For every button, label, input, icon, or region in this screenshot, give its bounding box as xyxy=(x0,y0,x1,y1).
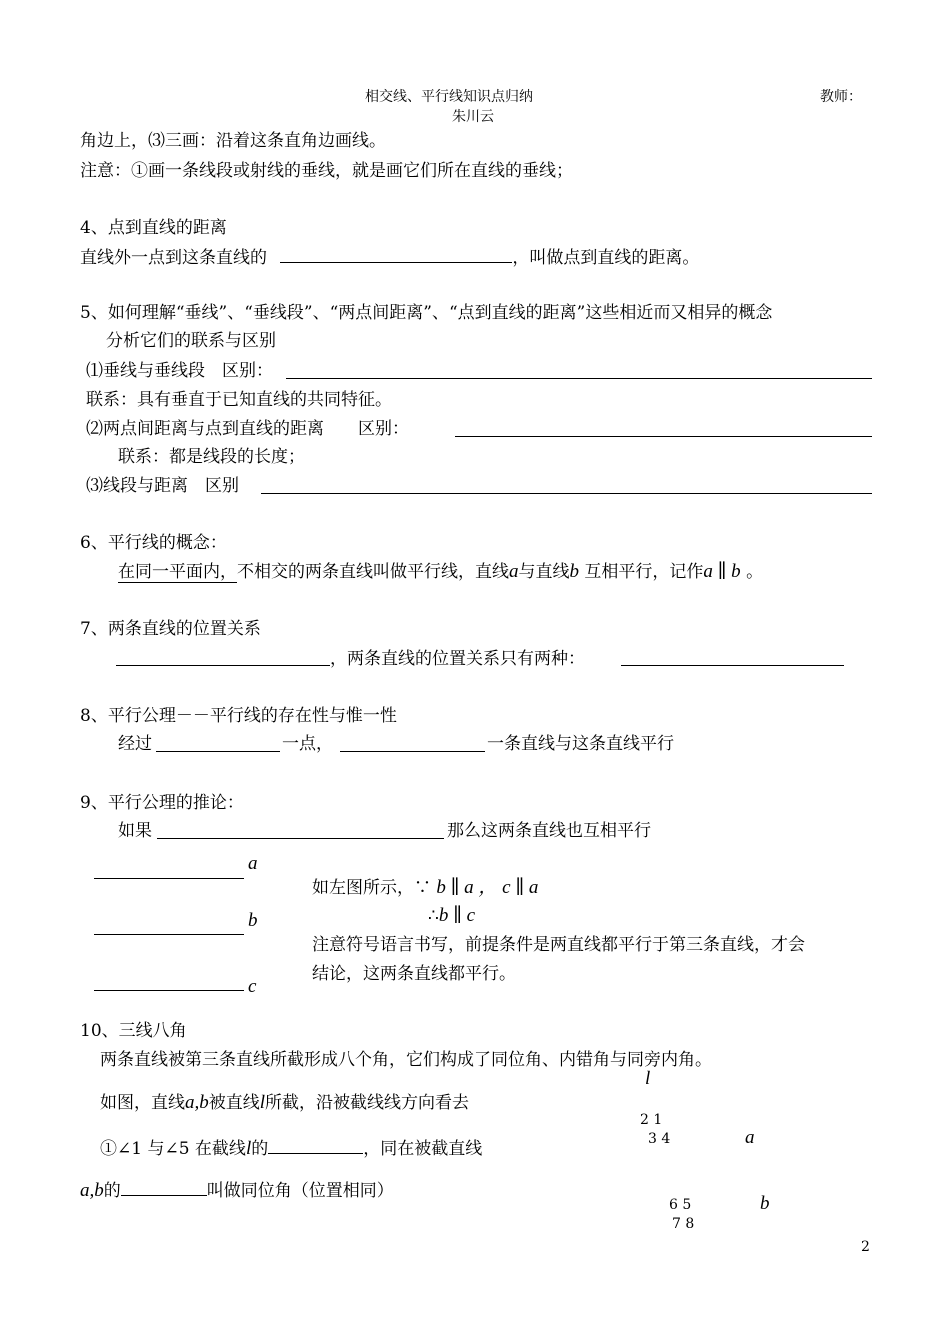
s5-item3-blank[interactable] xyxy=(261,493,872,494)
s10-fig-intro xyxy=(100,1092,469,1114)
s5-heading: 5、如何理解“垂线”、“垂线段”、“两点间距离”、“点到直线的距离”这些相近而又相异的概念 xyxy=(80,303,773,323)
s5-item1-blank[interactable] xyxy=(286,378,872,379)
s9-premise: b ∥ a ， c ∥ a xyxy=(436,877,539,898)
s4-line xyxy=(80,245,699,269)
var-ab-2: a,b xyxy=(80,1180,104,1201)
diagram-angles-bottom: 6 5 xyxy=(669,1197,692,1213)
diagram-label-b: b xyxy=(760,1193,770,1214)
s9-if: 如果 xyxy=(118,821,152,841)
s8-heading: 8、平行公理－－平行线的存在性与惟一性 xyxy=(80,706,397,726)
line-b xyxy=(94,934,244,935)
s5-item2-blank[interactable] xyxy=(455,436,872,437)
s10-item1-line1 xyxy=(100,1136,482,1160)
s10-item1-line2 xyxy=(80,1178,394,1202)
parallel-notation: a ∥ b xyxy=(703,561,741,582)
s6-text3: 互相平行，记作 xyxy=(584,562,704,582)
s10-item1-b: 的 xyxy=(251,1139,269,1159)
s8-blank-2[interactable] xyxy=(340,751,485,752)
s7-blank-1[interactable] xyxy=(116,665,330,666)
diagram-angles-top: 2 1 xyxy=(640,1112,663,1128)
line-a xyxy=(94,878,244,879)
var-ab: a,b xyxy=(185,1092,209,1113)
because-symbol: ∵ xyxy=(414,878,431,898)
s9-heading: 9、平行公理的推论： xyxy=(80,793,244,813)
s8-blank-1[interactable] xyxy=(156,751,280,752)
page-number: 2 xyxy=(861,1239,870,1255)
s9-blank[interactable] xyxy=(157,838,444,839)
s6-text2: 与直线 xyxy=(518,562,570,582)
therefore-symbol: ∴ xyxy=(428,906,439,926)
label-a: a xyxy=(248,853,258,874)
s10-item1-a: ①∠1 与∠5 在截线 xyxy=(100,1139,246,1159)
diagram-angles-bottom2: 7 8 xyxy=(672,1216,695,1232)
s10-fig-intro-3: 所截，沿被截线线方向看去 xyxy=(265,1093,470,1113)
s4-blank[interactable] xyxy=(280,245,512,263)
s9-conclusion-line xyxy=(428,905,475,927)
s7-heading: 7、两条直线的位置关系 xyxy=(80,619,261,639)
s10-blank-1[interactable] xyxy=(268,1136,363,1154)
var-a: a xyxy=(509,561,519,582)
s8-part1: 经过 xyxy=(118,734,152,754)
s10-heading: 10、三线八角 xyxy=(80,1021,187,1041)
s10-desc: 两条直线被第三条直线所截形成八个角，它们构成了同位角、内错角与同旁内角。 xyxy=(100,1050,712,1070)
s10-item1-c: ，同在被截直线 xyxy=(363,1139,483,1159)
var-b: b xyxy=(569,561,579,582)
s8-part3: 一条直线与这条直线平行 xyxy=(487,734,674,754)
s6-underlined: 在同一平面内， xyxy=(118,562,237,582)
s10-fig-intro-2: 被直线 xyxy=(208,1093,260,1113)
s9-fig-intro xyxy=(312,877,538,899)
s6-heading: 6、平行线的概念： xyxy=(80,533,227,553)
document-title: 相交线、平行线知识点归纳 xyxy=(365,89,533,105)
s4-text-before: 直线外一点到这条直线的 xyxy=(80,248,267,268)
s8-part2: 一点， xyxy=(282,734,333,754)
s6-text4: 。 xyxy=(746,562,764,582)
diagram-label-a: a xyxy=(745,1127,755,1148)
s9-conclusion: b ∥ c xyxy=(438,905,476,926)
s6-text1: 不相交的两条直线叫做平行线，直线 xyxy=(237,562,509,582)
s4-text-after: ，叫做点到直线的距离。 xyxy=(512,248,700,268)
s10-fig-intro-1: 如图，直线 xyxy=(100,1093,185,1113)
s5-item2: ⑵两点间距离与点到直线的距离 区别： xyxy=(86,419,409,439)
teacher-label: 教师： xyxy=(820,89,862,105)
s9-then: 那么这两条直线也互相平行 xyxy=(447,821,651,841)
s10-item1-d: 的 xyxy=(103,1181,121,1201)
var-l: l xyxy=(259,1092,266,1113)
intro-step3: 角边上，⑶三画：沿着这条直角边画线。 xyxy=(80,131,386,151)
s9-note2: 结论，这两条直线都平行。 xyxy=(312,964,516,984)
label-c: c xyxy=(248,976,257,997)
s5-item2-link: 联系：都是线段的长度； xyxy=(118,447,305,467)
teacher-name: 朱川云 xyxy=(452,109,494,125)
line-c xyxy=(94,990,244,991)
s4-heading: 4、点到直线的距离 xyxy=(80,218,227,238)
intro-note: 注意：①画一条线段或射线的垂线，就是画它们所在直线的垂线； xyxy=(80,161,573,181)
s10-blank-2[interactable] xyxy=(121,1178,207,1196)
label-b: b xyxy=(248,910,258,931)
s5-heading2: 分析它们的联系与区别 xyxy=(106,331,276,351)
s6-definition xyxy=(118,561,763,583)
diagram-angles-top2: 3 4 xyxy=(648,1131,671,1147)
s7-blank-2[interactable] xyxy=(621,665,844,666)
var-l-2: l xyxy=(245,1138,252,1159)
s7-line-mid: ，两条直线的位置关系只有两种： xyxy=(330,649,585,669)
diagram-label-l: l xyxy=(645,1068,651,1089)
s5-item3: ⑶线段与距离 区别 xyxy=(86,476,239,496)
s9-note1: 注意符号语言书写，前提条件是两直线都平行于第三条直线，才会 xyxy=(312,935,805,955)
s5-item1-link: 联系：具有垂直于已知直线的共同特征。 xyxy=(86,390,392,410)
s9-fig-intro-text: 如左图所示， xyxy=(312,878,414,898)
s5-item1: ⑴垂线与垂线段 区别： xyxy=(86,361,273,381)
s10-item1-e: 叫做同位角（位置相同） xyxy=(206,1181,394,1201)
